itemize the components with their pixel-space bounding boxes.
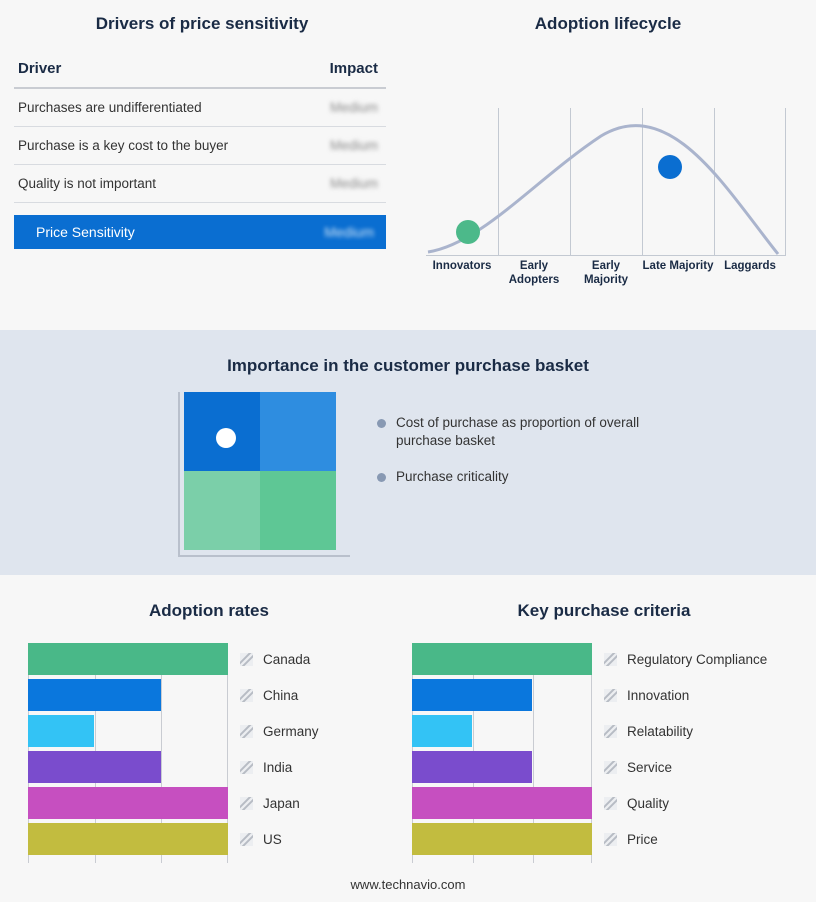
adoption-rates-title: Adoption rates xyxy=(149,601,269,620)
bar-canada xyxy=(28,643,228,675)
lifecycle-plot xyxy=(426,46,786,286)
legend-label: US xyxy=(263,831,282,847)
drivers-title: Drivers of price sensitivity xyxy=(95,14,309,33)
bar-regulatory-compliance xyxy=(412,643,592,675)
hatch-swatch-icon xyxy=(240,761,253,774)
top-section xyxy=(0,0,816,330)
quadrant-cells xyxy=(184,392,336,550)
table-row xyxy=(14,165,386,203)
price-sensitivity-label: Price Sensitivity xyxy=(36,224,135,240)
lifecycle-curve xyxy=(426,94,786,259)
legend-label: Canada xyxy=(263,651,311,667)
purchase-basket-body xyxy=(178,392,647,557)
bar-row xyxy=(412,715,592,747)
legend-item xyxy=(604,679,816,711)
hatch-swatch-icon xyxy=(604,725,617,738)
marker-late-majority xyxy=(658,155,682,179)
legend-label: Japan xyxy=(263,795,300,811)
bar-rows xyxy=(412,643,592,859)
driver-impact-value: Medium xyxy=(305,88,386,127)
drivers-panel xyxy=(14,14,390,249)
legend-label: Service xyxy=(627,759,673,775)
legend-item xyxy=(377,414,647,450)
y-axis xyxy=(178,392,180,557)
table-row xyxy=(14,88,386,127)
stage-label-laggards: Laggards xyxy=(724,260,776,272)
key-purchase-criteria-chart xyxy=(404,643,768,863)
bar-innovation xyxy=(412,679,532,711)
legend-label: China xyxy=(263,687,299,703)
bar-row xyxy=(412,679,592,711)
adoption-rates-panel xyxy=(14,601,404,863)
table-header-row xyxy=(14,56,386,88)
bar-row xyxy=(412,823,592,855)
legend-label: Quality xyxy=(627,795,670,811)
bar-price xyxy=(412,823,592,855)
price-sensitivity-value: Medium xyxy=(324,224,374,240)
bar-row xyxy=(28,715,228,747)
bar-rows xyxy=(28,643,228,859)
hatch-swatch-icon xyxy=(240,833,253,846)
hatch-swatch-icon xyxy=(604,761,617,774)
key-purchase-criteria-title: Key purchase criteria xyxy=(517,601,691,620)
hatch-swatch-icon xyxy=(240,689,253,702)
table-row xyxy=(14,127,386,165)
legend-label: Germany xyxy=(263,723,319,739)
bar-row xyxy=(28,787,228,819)
bar-row xyxy=(28,751,228,783)
bottom-section xyxy=(0,575,816,902)
lifecycle-title: Adoption lifecycle xyxy=(534,14,682,33)
bar-quality xyxy=(412,787,592,819)
position-marker-dot xyxy=(216,428,236,448)
hatch-swatch-icon xyxy=(240,653,253,666)
bar-row xyxy=(412,751,592,783)
bar-row xyxy=(28,643,228,675)
quadrant-bottom-right xyxy=(260,471,336,550)
legend-item xyxy=(604,751,816,783)
bar-us xyxy=(28,823,228,855)
bar-china xyxy=(28,679,161,711)
hatch-swatch-icon xyxy=(604,833,617,846)
legend-item xyxy=(604,787,816,819)
legend-item xyxy=(604,715,816,747)
bar-row xyxy=(28,823,228,855)
purchase-basket-legend xyxy=(377,392,647,504)
legend-label: Price xyxy=(627,831,658,847)
bar-relatability xyxy=(412,715,472,747)
column-header-driver: Driver xyxy=(14,56,305,88)
legend-label: Regulatory Compliance xyxy=(627,651,768,667)
bar-row xyxy=(412,787,592,819)
bar-india xyxy=(28,751,161,783)
legend-label: India xyxy=(263,759,293,775)
column-header-impact: Impact xyxy=(305,56,386,88)
driver-label: Purchase is a key cost to the buyer xyxy=(14,127,305,165)
bar-japan xyxy=(28,787,228,819)
driver-impact-value: Medium xyxy=(305,165,386,203)
stage-label-early-adopters: Early Adopters xyxy=(508,260,560,286)
stage-label-late-majority: Late Majority xyxy=(642,260,714,272)
bar-row xyxy=(412,643,592,675)
hatch-swatch-icon xyxy=(604,689,617,702)
bullet-icon xyxy=(377,473,386,482)
legend-item xyxy=(604,643,816,675)
bar-service xyxy=(412,751,532,783)
lifecycle-panel xyxy=(408,14,808,314)
stage-label-early-majority: Early Majority xyxy=(583,260,629,286)
hatch-swatch-icon xyxy=(604,797,617,810)
legend-item xyxy=(604,823,816,855)
purchase-basket-title: Importance in the customer purchase basket xyxy=(227,356,589,375)
purchase-basket-section xyxy=(0,330,816,575)
price-sensitivity-summary xyxy=(14,215,386,249)
adoption-rates-chart xyxy=(14,643,319,863)
driver-label: Purchases are undifferentiated xyxy=(14,88,305,127)
stage-label-innovators: Innovators xyxy=(432,260,492,272)
marker-innovators xyxy=(456,220,480,244)
key-purchase-criteria-legend xyxy=(604,643,816,859)
driver-impact-value: Medium xyxy=(305,127,386,165)
legend-label: Relatability xyxy=(627,723,694,739)
driver-label: Quality is not important xyxy=(14,165,305,203)
quadrant-bottom-left xyxy=(184,471,260,550)
key-purchase-criteria-panel xyxy=(404,601,804,863)
hatch-swatch-icon xyxy=(240,725,253,738)
quadrant-top-right xyxy=(260,392,336,471)
bullet-icon xyxy=(377,419,386,428)
legend-label: Innovation xyxy=(627,687,690,703)
hatch-swatch-icon xyxy=(240,797,253,810)
bar-germany xyxy=(28,715,94,747)
drivers-table xyxy=(14,56,386,203)
footer-url: www.technavio.com xyxy=(350,877,466,892)
bar-row xyxy=(28,679,228,711)
lifecycle-stage-labels xyxy=(426,259,786,287)
legend-label: Purchase criticality xyxy=(396,469,509,484)
legend-label: Cost of purchase as proportion of overall purchase basket xyxy=(396,415,640,448)
quadrant-chart xyxy=(178,392,343,557)
x-axis xyxy=(178,555,350,557)
legend-item xyxy=(377,468,647,486)
hatch-swatch-icon xyxy=(604,653,617,666)
